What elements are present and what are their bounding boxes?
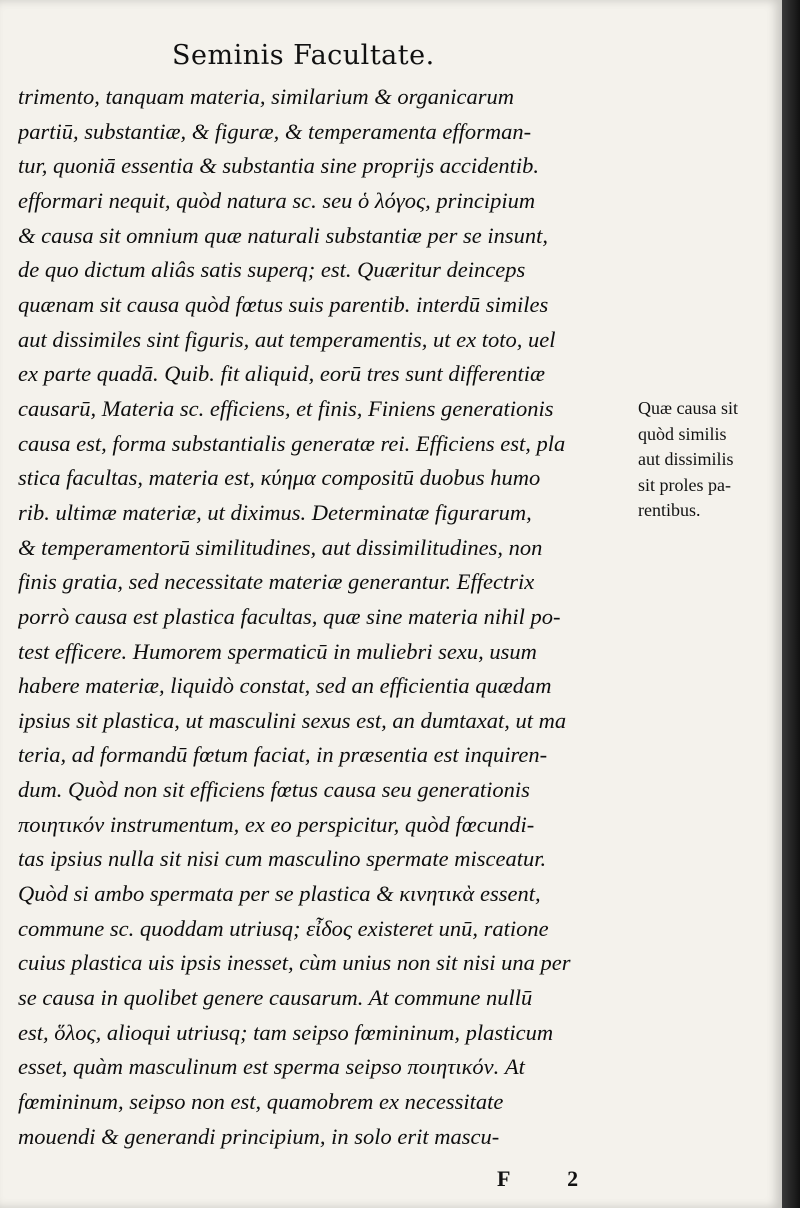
main-text-block <box>18 80 636 1154</box>
margin-note-line: aut dissimilis <box>638 449 734 469</box>
margin-note-line: rentibus. <box>638 500 701 520</box>
text-line: trimento, tanquam materia, similarium & organicarum <box>18 84 515 109</box>
text-line: habere materiæ, liquidò constat, sed an efficientia quædam <box>18 673 552 699</box>
margin-note-line: Quæ causa sit <box>638 398 738 418</box>
text-line: causa est, forma substantialis generatæ rei. Efficiens est, pla <box>18 430 566 456</box>
signature-mark: F 2 <box>497 1166 605 1191</box>
text-line: porrò causa est plastica facultas, quæ sine materia nihil po- <box>18 603 561 629</box>
text-line: test efficere. Humorem spermaticū in muliebri sexu, usum <box>18 638 537 664</box>
text-line: & temperamentorū similitudines, aut dissimilitudines, non <box>18 534 543 560</box>
text-line: teria, ad formandū fœtum faciat, in præsentia est inquiren- <box>18 742 548 768</box>
margin-note <box>638 396 788 524</box>
text-line: efformari nequit, quòd natura sc. seu ὁ λόγος, principium <box>18 187 536 213</box>
text-line: rib. ultimæ materiæ, ut diximus. Determinatæ figurarum, <box>18 499 532 525</box>
text-line: tur, quoniā essentia & substantia sine proprijs accidentib. <box>18 153 540 179</box>
text-line: stica facultas, materia est, κύημα compositū duobus humo <box>18 465 541 491</box>
margin-note-line: sit proles pa- <box>638 474 731 495</box>
text-line: tas ipsius nulla sit nisi cum masculino spermate misceatur. <box>18 846 547 872</box>
text-line: Quòd si ambo spermata per se plastica & κινητικὰ essent, <box>18 881 541 907</box>
text-line: dum. Quòd non sit efficiens fœtus causa seu generationis <box>18 777 530 803</box>
text-line: finis gratia, sed necessitate materiæ generantur. Effectrix <box>18 569 535 595</box>
page-edge-shadow <box>782 0 800 1208</box>
text-line: ποιητικόν instrumentum, ex eo perspicitur, quòd fœcundi- <box>18 811 535 837</box>
text-line: esset, quàm masculinum est sperma seipso ποιητικόν. At <box>18 1054 525 1080</box>
margin-note-line: quòd similis <box>638 423 727 444</box>
text-line: aut dissimiles sint figuris, aut temperamentis, ut ex toto, uel <box>18 326 556 352</box>
text-line: fœmininum, seipso non est, quamobrem ex necessitate <box>18 1089 504 1115</box>
text-line: cuius plastica uis ipsis inesset, cùm unius non sit nisi una per <box>18 950 571 976</box>
text-line: de quo dictum aliâs satis superq; est. Quæritur deinceps <box>18 257 526 283</box>
running-head: Seminis Facultate. <box>172 40 435 71</box>
text-line: ex parte quadā. Quib. fit aliquid, eorū tres sunt differentiæ <box>18 361 546 387</box>
text-line: & causa sit omnium quæ naturali substantiæ per se insunt, <box>18 222 549 248</box>
text-line: ipsius sit plastica, ut masculini sexus est, an dumtaxat, ut ma <box>18 707 567 733</box>
text-line: commune sc. quoddam utriusq; εἶδος existeret unū, ratione <box>18 915 549 941</box>
text-line: se causa in quolibet genere causarum. At commune nullū <box>18 985 533 1011</box>
text-line: causarū, Materia sc. efficiens, et finis, Finiens generationis <box>18 395 554 421</box>
text-line: quænam sit causa quòd fœtus suis parentib. interdū similes <box>18 291 549 317</box>
text-line: mouendi & generandi principium, in solo erit mascu- <box>18 1123 500 1149</box>
text-line: est, ὅλος, alioqui utriusq; tam seipso fœmininum, plasticum <box>18 1019 554 1045</box>
text-line: partiū, substantiæ, & figuræ, & temperamenta efforman- <box>18 118 532 144</box>
